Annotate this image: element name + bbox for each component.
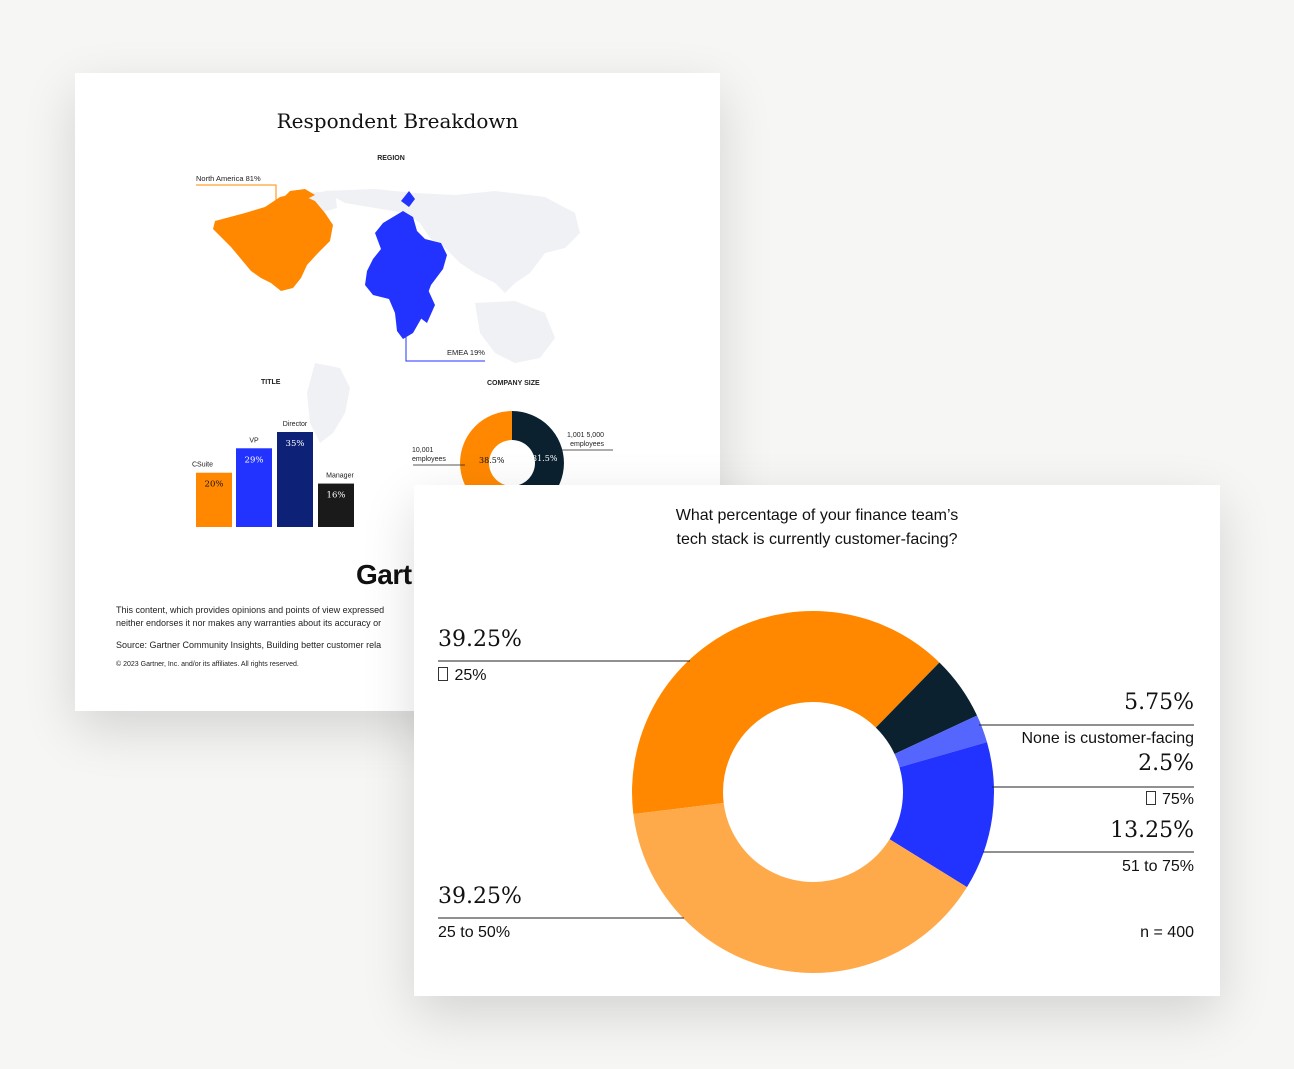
gartner-logo: Gart — [356, 559, 412, 590]
title-heading: TITLE — [261, 379, 281, 386]
cs-label-1001-line1: 1,001 5,000 — [567, 432, 604, 439]
value-none: 5.75% — [1124, 690, 1194, 715]
label-gt75-text: 75% — [1157, 791, 1194, 808]
label-none: None is customer-facing — [1021, 730, 1194, 747]
bar-value-label: 16% — [326, 490, 346, 501]
label-lt25 — [438, 667, 486, 685]
label-lt25-text: 25% — [450, 667, 487, 684]
bar-category-label: VP — [249, 437, 259, 445]
cs-label-10001-line2: employees — [412, 456, 446, 463]
region-heading: REGION — [377, 155, 405, 162]
value-gt75: 2.5% — [1138, 751, 1194, 776]
respondent-title: Respondent Breakdown — [276, 109, 519, 133]
label-51-75: 51 to 75% — [1121, 858, 1194, 875]
bar-value-label: 20% — [204, 479, 224, 490]
copyright-line: © 2023 Gartner, Inc. and/or its affiliates. All rights reserved. — [116, 661, 299, 668]
bar-category-label: C‍Suite — [192, 461, 214, 469]
bar-category-label: Manager — [326, 472, 354, 480]
gt-symbol-icon — [1146, 791, 1156, 805]
bar-category-label: Director — [282, 421, 308, 428]
customer-facing-chart-card — [414, 485, 1220, 996]
company-size-heading: COMPANY SIZE — [487, 380, 540, 387]
disclaimer-line-1: This content, which provides opinions and points of view expressed — [116, 605, 385, 615]
value-lt25: 39.25% — [438, 627, 522, 652]
emea-label: EMEA 19% — [447, 348, 485, 357]
cs-label-10001 — [412, 446, 446, 464]
label-25-50: 25 to 50% — [438, 924, 511, 941]
cs-value-label: 38.5% — [479, 456, 505, 465]
bar-value-label: 35% — [285, 439, 305, 449]
label-gt75 — [1146, 791, 1194, 809]
value-51-75: 13.25% — [1110, 818, 1194, 843]
lt-symbol-icon — [438, 667, 448, 681]
question-line-2: tech stack is currently customer-facing? — [676, 531, 958, 548]
cs-label-1001 — [567, 431, 604, 449]
question-line-1: What percentage of your finance team’s — [675, 507, 959, 524]
bar-value-label: 29% — [244, 455, 264, 466]
cs-value-label: 31.5% — [532, 454, 558, 463]
cs-label-10001-line1: 10,001 — [412, 447, 434, 454]
value-25-50: 39.25% — [438, 884, 522, 909]
source-line: Source: Gartner Community Insights, Building better customer rela — [116, 640, 382, 650]
cs-label-1001-line2: employees — [570, 441, 604, 448]
disclaimer-line-2: neither endorses it nor makes any warranties about its accuracy or — [116, 618, 382, 628]
sample-size: n = 400 — [1140, 924, 1194, 941]
north-america-label: North America 81% — [196, 174, 261, 183]
